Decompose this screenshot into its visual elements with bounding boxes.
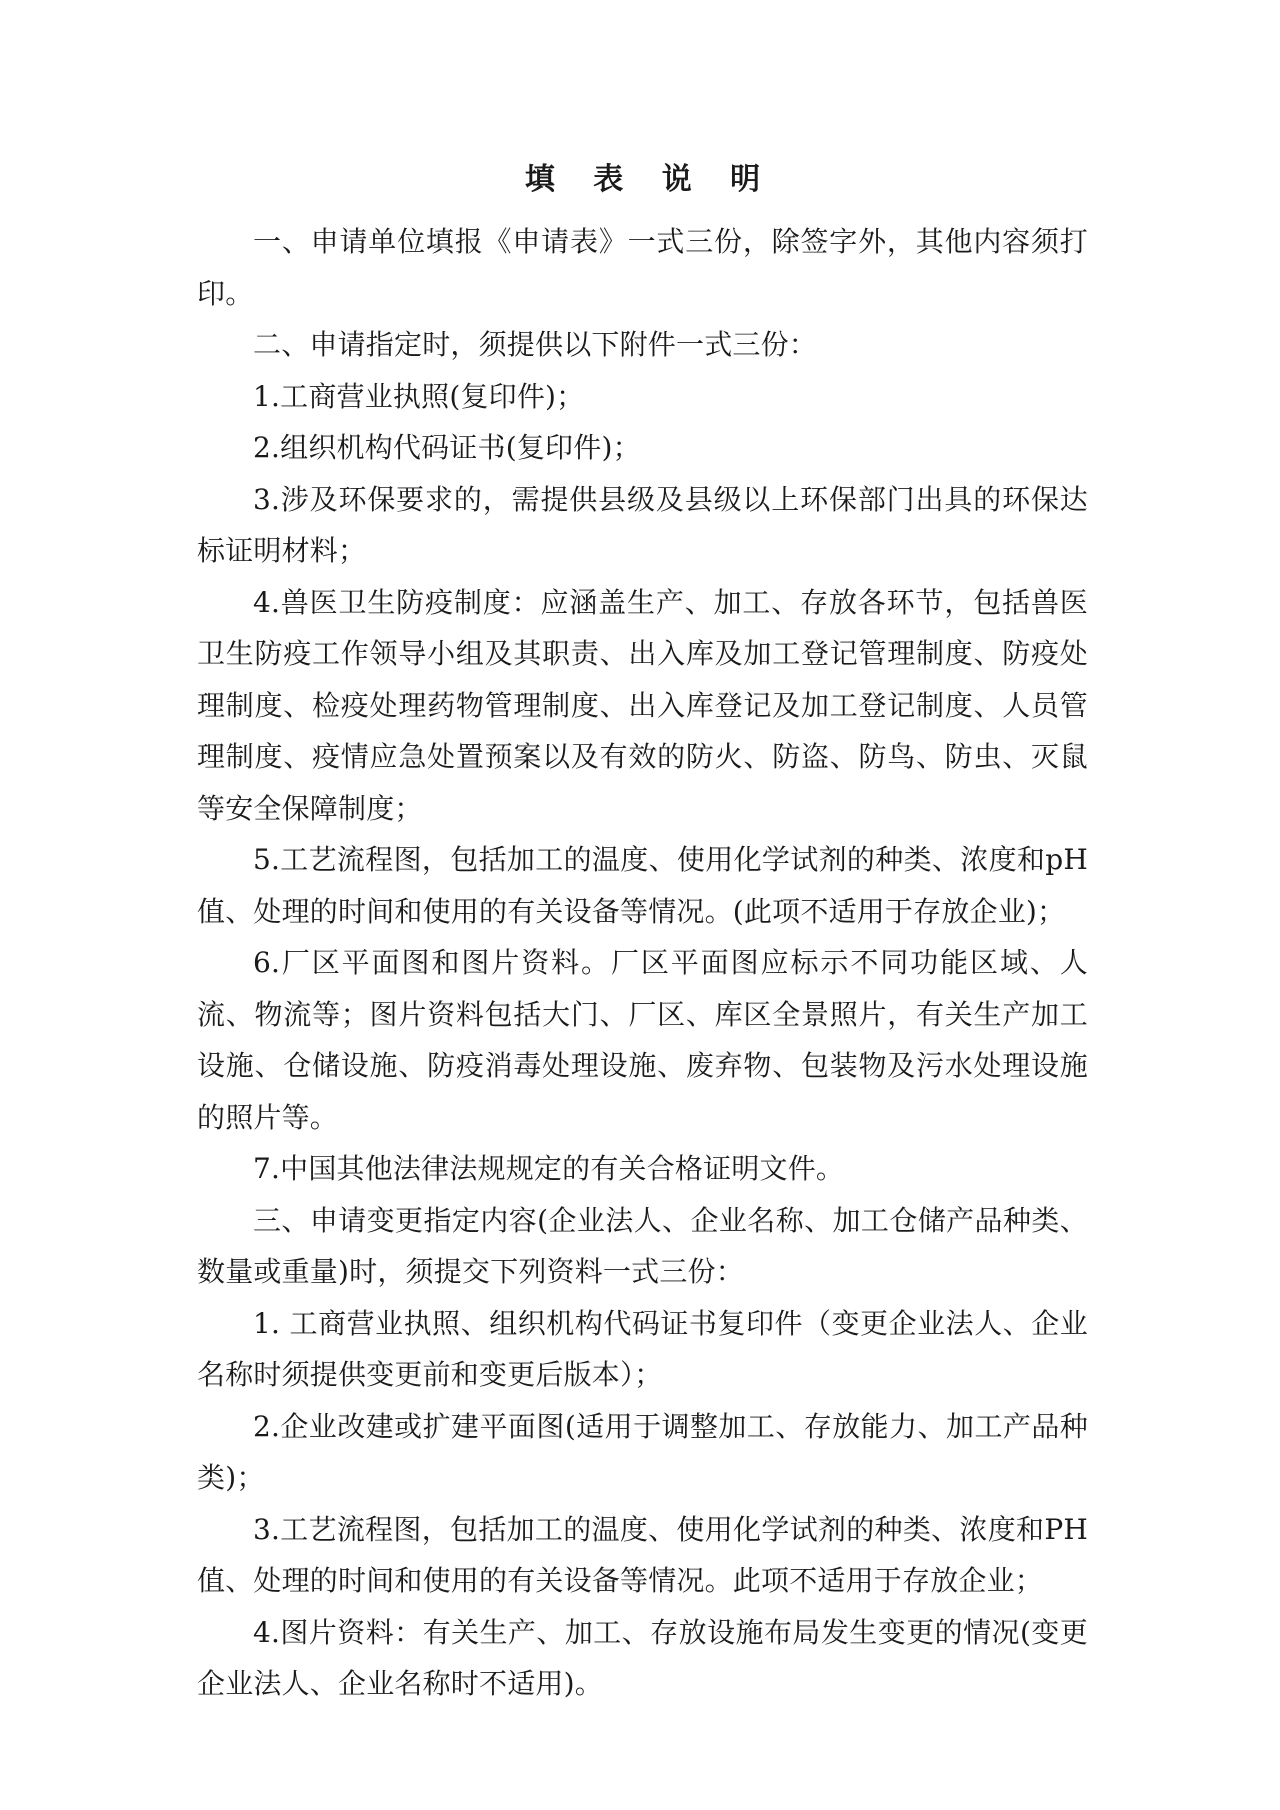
paragraph-change-process-flow: 3.工艺流程图，包括加工的温度、使用化学试剂的种类、浓度和PH值、处理的时间和使用的有关设备等情况。此项不适用于存放企业；: [197, 1512, 1088, 1597]
paragraph-business-license: 1.工商营业执照(复印件)；: [253, 379, 585, 413]
document-body: [197, 216, 1088, 1710]
paragraph-environmental-cert: 3.涉及环保要求的，需提供县级及县级以上环保部门出具的环保达标证明材料；: [197, 482, 1088, 567]
paragraph-other-certs: 7.中国其他法律法规规定的有关合格证明文件。: [253, 1152, 845, 1185]
document-title: 填 表 说 明: [524, 162, 775, 197]
paragraph-change-floor-plan: 2.企业改建或扩建平面图(适用于调整加工、存放能力、加工产品种类)；: [197, 1409, 1088, 1494]
paragraph-3-change-intro: 三、申请变更指定内容(企业法人、企业名称、加工仓储产品种类、数量或重量)时，须提交下列资料一式三份：: [197, 1203, 1088, 1288]
paragraph-change-license-copies: 1. 工商营业执照、组织机构代码证书复印件（变更企业法人、企业名称时须提供变更前和变更后版本）；: [197, 1306, 1088, 1391]
paragraph-1-copies: 一、申请单位填报《申请表》一式三份，除签字外，其他内容须打印。: [197, 225, 1088, 310]
paragraph-veterinary-rules: 4.兽医卫生防疫制度：应涵盖生产、加工、存放各环节，包括兽医卫生防疫工作领导小组及其职责、出入库及加工登记管理制度、防疫处理制度、检疫处理药物管理制度、出入库登记及加工登记制度、人员管理制度、疫情应急处置预案以及有效的防火、防盗、防鸟、防虫、灭鼠等安全保障制度；: [197, 585, 1088, 825]
paragraph-process-flow: 5.工艺流程图，包括加工的温度、使用化学试剂的种类、浓度和pH值、处理的时间和使用的有关设备等情况。(此项不适用于存放企业)；: [197, 843, 1088, 928]
paragraph-change-photos: 4.图片资料：有关生产、加工、存放设施布局发生变更的情况(变更企业法人、企业名称时不适用)。: [197, 1615, 1088, 1700]
paragraph-org-code-cert: 2.组织机构代码证书(复印件)；: [253, 431, 641, 464]
paragraph-site-plan: 6.厂区平面图和图片资料。厂区平面图应标示不同功能区域、人流、物流等；图片资料包括大门、厂区、库区全景照片，有关生产加工设施、仓储设施、防疫消毒处理设施、废弃物、包装物及污水处理设施的照片等。: [197, 946, 1088, 1134]
paragraph-2-attachments-intro: 二、申请指定时，须提供以下附件一式三份：: [253, 328, 818, 361]
